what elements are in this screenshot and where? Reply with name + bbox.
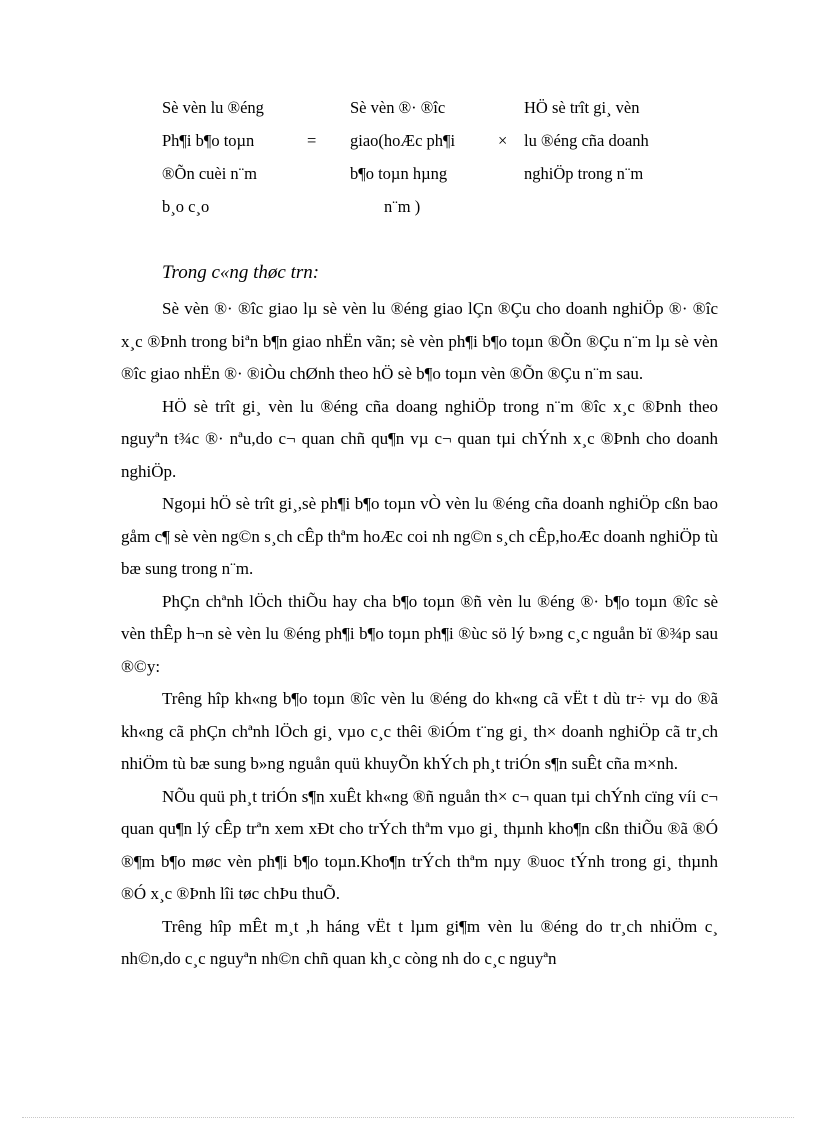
paragraph: HÖ sè trît gi¸ vèn lu ®éng cña doang nghiÖp trong n¨m ®îc x¸c ®Þnh theo nguyªn t¾c ®· nªu,do c¬ quan chñ qu¶n vµ c¬ quan tµi chÝnh x¸c ®Þnh cho doanh nghiÖp.: [121, 396, 718, 481]
formula-term-1-line-1: Sè vèn lu ®éng: [162, 98, 264, 117]
paragraph: NÕu quü ph¸t triÓn s¶n xuÊt kh«ng ®ñ nguån th× c¬ quan tµi chÝnh cïng víi c¬ quan qu¶n lý cÊp trªn xem xÐt cho trÝch thªm vµo gi¸ thµnh kho¶n cßn thiÕu ®ã ®Ó ®¶m b¶o møc vèn ph¶i b¶o toµn.Kho¶n trÝch thªm nµy ®uoc tÝnh trong gi¸ thµnh ®Ó x¸c ®Þnh lîi tøc chÞu thuÕ.: [121, 786, 718, 903]
formula-term-2-line-4: n¨m ): [384, 197, 421, 216]
formula-term-3-line-2: lu ®éng cña doanh: [524, 131, 649, 150]
formula-term-1-line-2: Ph¶i b¶o toµn: [162, 131, 255, 150]
paragraph: Trêng hîp mÊt m¸t ,h háng vËt t lµm gi¶m vèn lu ®éng do tr¸ch nhiÖm c¸ nh©n,do c¸c nguyªn nh©n chñ quan kh¸c còng nh do c¸c nguyªn: [121, 916, 718, 968]
multiply-sign: ×: [498, 131, 508, 150]
formula-term-3-line-3: nghiÖp trong n¨m: [524, 164, 644, 183]
formula-row-4: [162, 195, 722, 228]
formula-term-3-line-1: HÖ sè trît gi¸ vèn: [524, 98, 640, 117]
formula-term-2-line-2: giao(hoÆc ph¶i: [350, 131, 456, 150]
formula-term-2-line-3: b¶o toµn hµng: [350, 164, 448, 183]
formula-row-2: [162, 129, 722, 162]
formula-term-2-line-1: Sè vèn ®· ®îc: [350, 98, 446, 117]
formula-term-1-line-4: b¸o c¸o: [162, 197, 210, 216]
formula-row-3: [162, 162, 722, 195]
capital-preservation-formula: [162, 96, 722, 228]
equals-sign: =: [307, 131, 317, 150]
section-heading: Trong c«ng thøc trn:: [162, 262, 320, 283]
paragraph: PhÇn chªnh lÖch thiÕu hay cha b¶o toµn ®ñ vèn lu ®éng ®· b¶o toµn ®îc sè vèn thÊp h¬n sè vèn lu ®éng ph¶i b¶o toµn ph¶i ®ùc sö lý b»ng c¸c nguån bï ®¾p sau ®©y:: [121, 591, 718, 676]
paragraph: Trêng hîp kh«ng b¶o toµn ®îc vèn lu ®éng do kh«ng cã vËt t dù tr÷ vµ do ®ã kh«ng cã phÇn chªnh lÖch gi¸ vµo c¸c thêi ®iÓm t¨ng gi¸ th× doanh nghiÖp cã tr¸ch nhiÖm tù bæ sung b»ng nguån quü khuyÕn khÝch ph¸t triÓn s¶n suÊt cña m×nh.: [121, 689, 718, 773]
formula-row-1: [162, 96, 722, 129]
page-bottom-divider: [22, 1117, 794, 1118]
paragraph: Sè vèn ®· ®îc giao lµ sè vèn lu ®éng giao lÇn ®Çu cho doanh nghiÖp ®· ®îc x¸c ®Þnh trong biªn b¶n giao nhËn vãn; sè vèn ph¶i b¶o toµn ®Õn ®Çu n¨m lµ sè vèn ®îc giao nhËn ®· ®iÒu chØnh theo hÖ sè b¶o toµn vèn ®Õn ®Çu n¨m sau.: [121, 299, 718, 383]
formula-term-1-line-3: ®Õn cuèi n¨m: [162, 164, 258, 183]
paragraph: Ngoµi hÖ sè trît gi¸,sè ph¶i b¶o toµn vÒ vèn lu ®éng cña doanh nghiÖp cßn bao gåm c¶ sè vèn ng©n s¸ch cÊp thªm hoÆc coi nh ng©n s¸ch cÊp,hoÆc doanh nghiÖp tù bæ sung trong n¨m.: [121, 494, 718, 578]
body-text: [121, 293, 718, 976]
